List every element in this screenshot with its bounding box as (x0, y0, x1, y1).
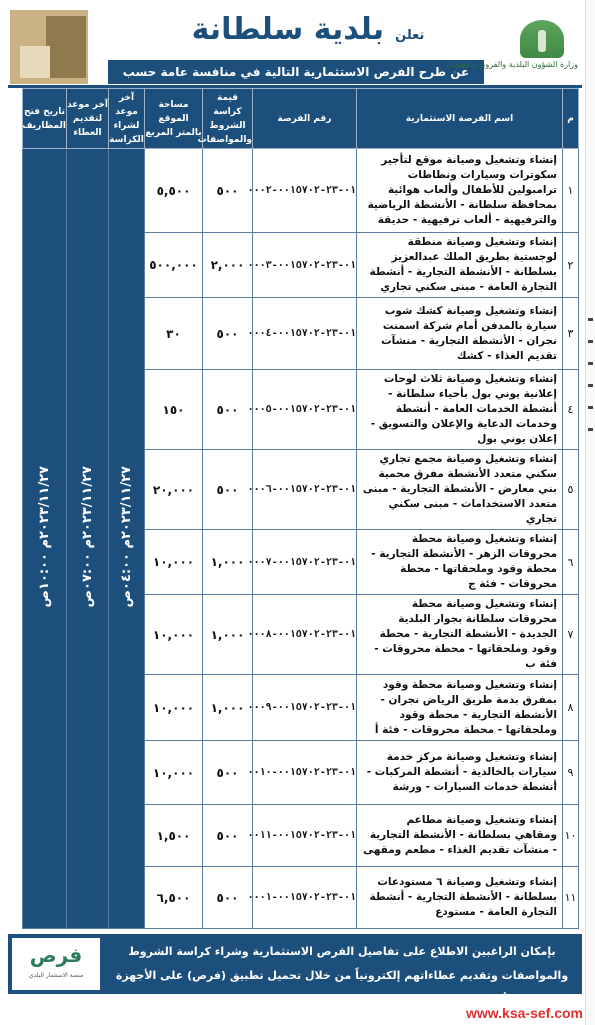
row-number: ٧ (563, 595, 579, 675)
opportunity-code: ٠١-٢٣-٠٠١٥٧٠٢-٠٠٠٦ (253, 450, 357, 530)
opportunity-code: ٠١-٢٣-٠٠١٥٧٠٢-٠٠٠٩ (253, 675, 357, 741)
booklet-cost: ١,٠٠٠ (203, 530, 253, 595)
opportunity-code: ٠١-٢٣-٠٠١٥٧٠٢-٠٠٠٣ (253, 233, 357, 298)
title-prefix: تعلن (395, 28, 425, 43)
submit-deadline-value: ٢٠٢٣/١١/٢٧م ٠٧:٠٠ص (80, 466, 95, 608)
opportunity-name: إنشاء وتشغيل وصيانة ثلاث لوحات إعلانية يوني بول بأحياء سلطانة - أنشطة الخدمات العامة - أنشطة وخدمات الدعاية والإعلان والتسويق - إعلان يوني بول (357, 370, 563, 450)
row-number: ٢ (563, 233, 579, 298)
announcement-header (8, 6, 582, 88)
site-area: ١٥٠ (145, 370, 203, 450)
header-area: مساحة الموقع بالمتر المربع (145, 89, 203, 149)
submit-deadline-cell (67, 149, 109, 929)
open-date-value: ٢٠٢٣/١١/٢٧م ١٠:٠٠ص (37, 466, 52, 608)
booklet-cost: ١,٠٠٠ (203, 675, 253, 741)
furas-logo (12, 938, 100, 990)
announcement-subtitle: عن طرح الفرص الاستثمارية التالية في منافسة عامة حسب (108, 60, 484, 84)
booklet-cost: ٢,٠٠٠ (203, 233, 253, 298)
opportunity-name: إنشاء وتشغيل وصيانة ٦ مستودعات بسلطانة - الأنشطة التجارية - أنشطة التجارة العامة - مستودع (357, 867, 563, 929)
municipality-name: بلدية سلطانة (191, 12, 385, 47)
booklet-cost: ٥٠٠ (203, 370, 253, 450)
site-area: ١٠,٠٠٠ (145, 595, 203, 675)
site-area: ٥,٥٠٠ (145, 149, 203, 233)
header-num: م (563, 89, 579, 149)
footer-instructions: بإمكان الراغبين الاطلاع على تفاصيل الفرص الاستثمارية وشراء كراسة الشروط والمواصفات وتقديم عطاءاتهم إلكترونياً من خلال تحميل تطبيق (فرص) على الأجهزة الذكية أو الدخول على الموقع الإلكتروني (https://Furas.momra.gov.sa) (115, 945, 569, 1006)
row-number: ٦ (563, 530, 579, 595)
header-submit-deadline: آخر موعد لتقديم العطاء (67, 89, 109, 149)
opportunity-code: ٠١-٢٣-٠٠١٥٧٠٢-٠٠١٠ (253, 741, 357, 805)
header-code: رقم الفرصة (253, 89, 357, 149)
booklet-cost: ١,٠٠٠ (203, 595, 253, 675)
municipality-logo (8, 6, 90, 88)
opportunities-table (22, 88, 579, 929)
opportunity-code: ٠١-٢٣-٠٠١٥٧٠٢-٠٠٠٥ (253, 370, 357, 450)
header-cost: قيمة كراسة الشروط والمواصفات (203, 89, 253, 149)
buy-deadline-value: ٢٠٢٣/١١/٢٧م ٠٤:٠٠ص (119, 466, 134, 608)
table-row (23, 149, 579, 233)
opportunity-code: ٠١-٢٣-٠٠١٥٧٠٢-٠٠٠٧ (253, 530, 357, 595)
header-buy-deadline: آخر موعد لشراء الكراسة (109, 89, 145, 149)
site-area: ١٠,٠٠٠ (145, 530, 203, 595)
opportunity-name: إنشاء وتشغيل وصيانة منطقة لوجستية بطريق الملك عبدالعزيز بسلطانة - الأنشطة التجارية - أنشطة التجارة العامة - مبنى سكني تجاري (357, 233, 563, 298)
site-area: ٥٠٠,٠٠٠ (145, 233, 203, 298)
open-date-cell (23, 149, 67, 929)
row-number: ٤ (563, 370, 579, 450)
table-body (23, 149, 579, 929)
booklet-cost: ٥٠٠ (203, 298, 253, 370)
adjacent-page-edge (585, 0, 595, 1025)
furas-logo-caption: منصة الاستثمار البلدي (28, 972, 84, 979)
opportunity-name: إنشاء وتشغيل وصيانة مركز خدمة سيارات بالخالدية - أنشطة المركبات - أنشطة خدمات السيارات - ورشة (357, 741, 563, 805)
ministry-name: وزارة الشؤون البلدية والقروية والإسكان (446, 60, 578, 69)
opportunity-name: إنشاء وتشغيل وصيانة محطة محروقات الزهر - الأنشطة التجارية - محطة وقود وملحقاتها - محطة محروقات - فئة ج (357, 530, 563, 595)
opportunity-code: ٠١-٢٣-٠٠١٥٧٠٢-٠٠٠٢ (253, 149, 357, 233)
opportunity-name: إنشاء وتشغيل وصيانة موقع لتأجير سكوترات وسيارات ونطاطات ترامبولين للأطفال وألعاب هوائية بمحافظة سلطانة - الأنشطة الرياضية والترفيهية - ألعاب ترفيهية - حديقة (357, 149, 563, 233)
booklet-cost: ٥٠٠ (203, 450, 253, 530)
row-number: ٩ (563, 741, 579, 805)
furas-logo-text: فرص (29, 943, 83, 967)
buy-deadline-cell (109, 149, 145, 929)
site-area: ٣٠ (145, 298, 203, 370)
row-number: ٨ (563, 675, 579, 741)
opportunity-code: ٠١-٢٣-٠٠١٥٧٠٢-٠٠٠١ (253, 867, 357, 929)
opportunity-code: ٠١-٢٣-٠٠١٥٧٠٢-٠٠٠٤ (253, 298, 357, 370)
row-number: ٥ (563, 450, 579, 530)
site-area: ١٠,٠٠٠ (145, 741, 203, 805)
row-number: ١٠ (563, 805, 579, 867)
table-header-row (23, 89, 579, 149)
opportunity-name: إنشاء وتشغيل وصيانة مطاعم ومقاهي بسلطانة - الأنشطة التجارية - منشآت تقديم الغذاء - مطعم ومقهى (357, 805, 563, 867)
site-area: ٢٠,٠٠٠ (145, 450, 203, 530)
header-open-date: تاريخ فتح المظاريف (23, 89, 67, 149)
opportunity-code: ٠١-٢٣-٠٠١٥٧٠٢-٠٠٠٨ (253, 595, 357, 675)
opportunity-name: إنشاء وتشغيل وصيانة كشك شوب سيارة بالمدفن أمام شركة اسمنت نجران - الأنشطة التجارية - منشآت تقديم الغذاء - كشك (357, 298, 563, 370)
opportunities-table-wrap (22, 88, 578, 929)
row-number: ٣ (563, 298, 579, 370)
opportunity-code: ٠١-٢٣-٠٠١٥٧٠٢-٠٠١١ (253, 805, 357, 867)
booklet-cost: ٥٠٠ (203, 741, 253, 805)
site-area: ١,٥٠٠ (145, 805, 203, 867)
footer-banner (8, 934, 582, 1006)
header-name: اسم الفرصة الاستثمارية (357, 89, 563, 149)
ministry-logo (446, 20, 578, 86)
row-number: ١١ (563, 867, 579, 929)
announcement-title (158, 12, 458, 47)
opportunity-name: إنشاء وتشغيل وصيانة محطة وقود بمفرق بدمة طريق الرياض نجران - الأنشطة التجارية - محطة وقود وملحقاتها - محطة محروقات - فئة أ (357, 675, 563, 741)
row-number: ١ (563, 149, 579, 233)
palm-emblem-icon (520, 20, 564, 58)
site-area: ١٠,٠٠٠ (145, 675, 203, 741)
booklet-cost: ٥٠٠ (203, 149, 253, 233)
site-area: ٦,٥٠٠ (145, 867, 203, 929)
booklet-cost: ٥٠٠ (203, 805, 253, 867)
opportunity-name: إنشاء وتشغيل وصيانة محطة محروقات سلطانة بجوار البلدية الجديدة - الأنشطة التجارية - محطة وقود وملحقاتها - محطة محروقات - فئة ب (357, 595, 563, 675)
source-watermark: www.ksa-sef.com (466, 1005, 583, 1021)
opportunity-name: إنشاء وتشغيل وصيانة مجمع تجاري سكني متعدد الأنشطة مفرق محمية بني معارض - الأنشطة التجارية - مبنى متعدد الاستخدامات - مبنى سكني تجاري (357, 450, 563, 530)
booklet-cost: ٥٠٠ (203, 867, 253, 929)
